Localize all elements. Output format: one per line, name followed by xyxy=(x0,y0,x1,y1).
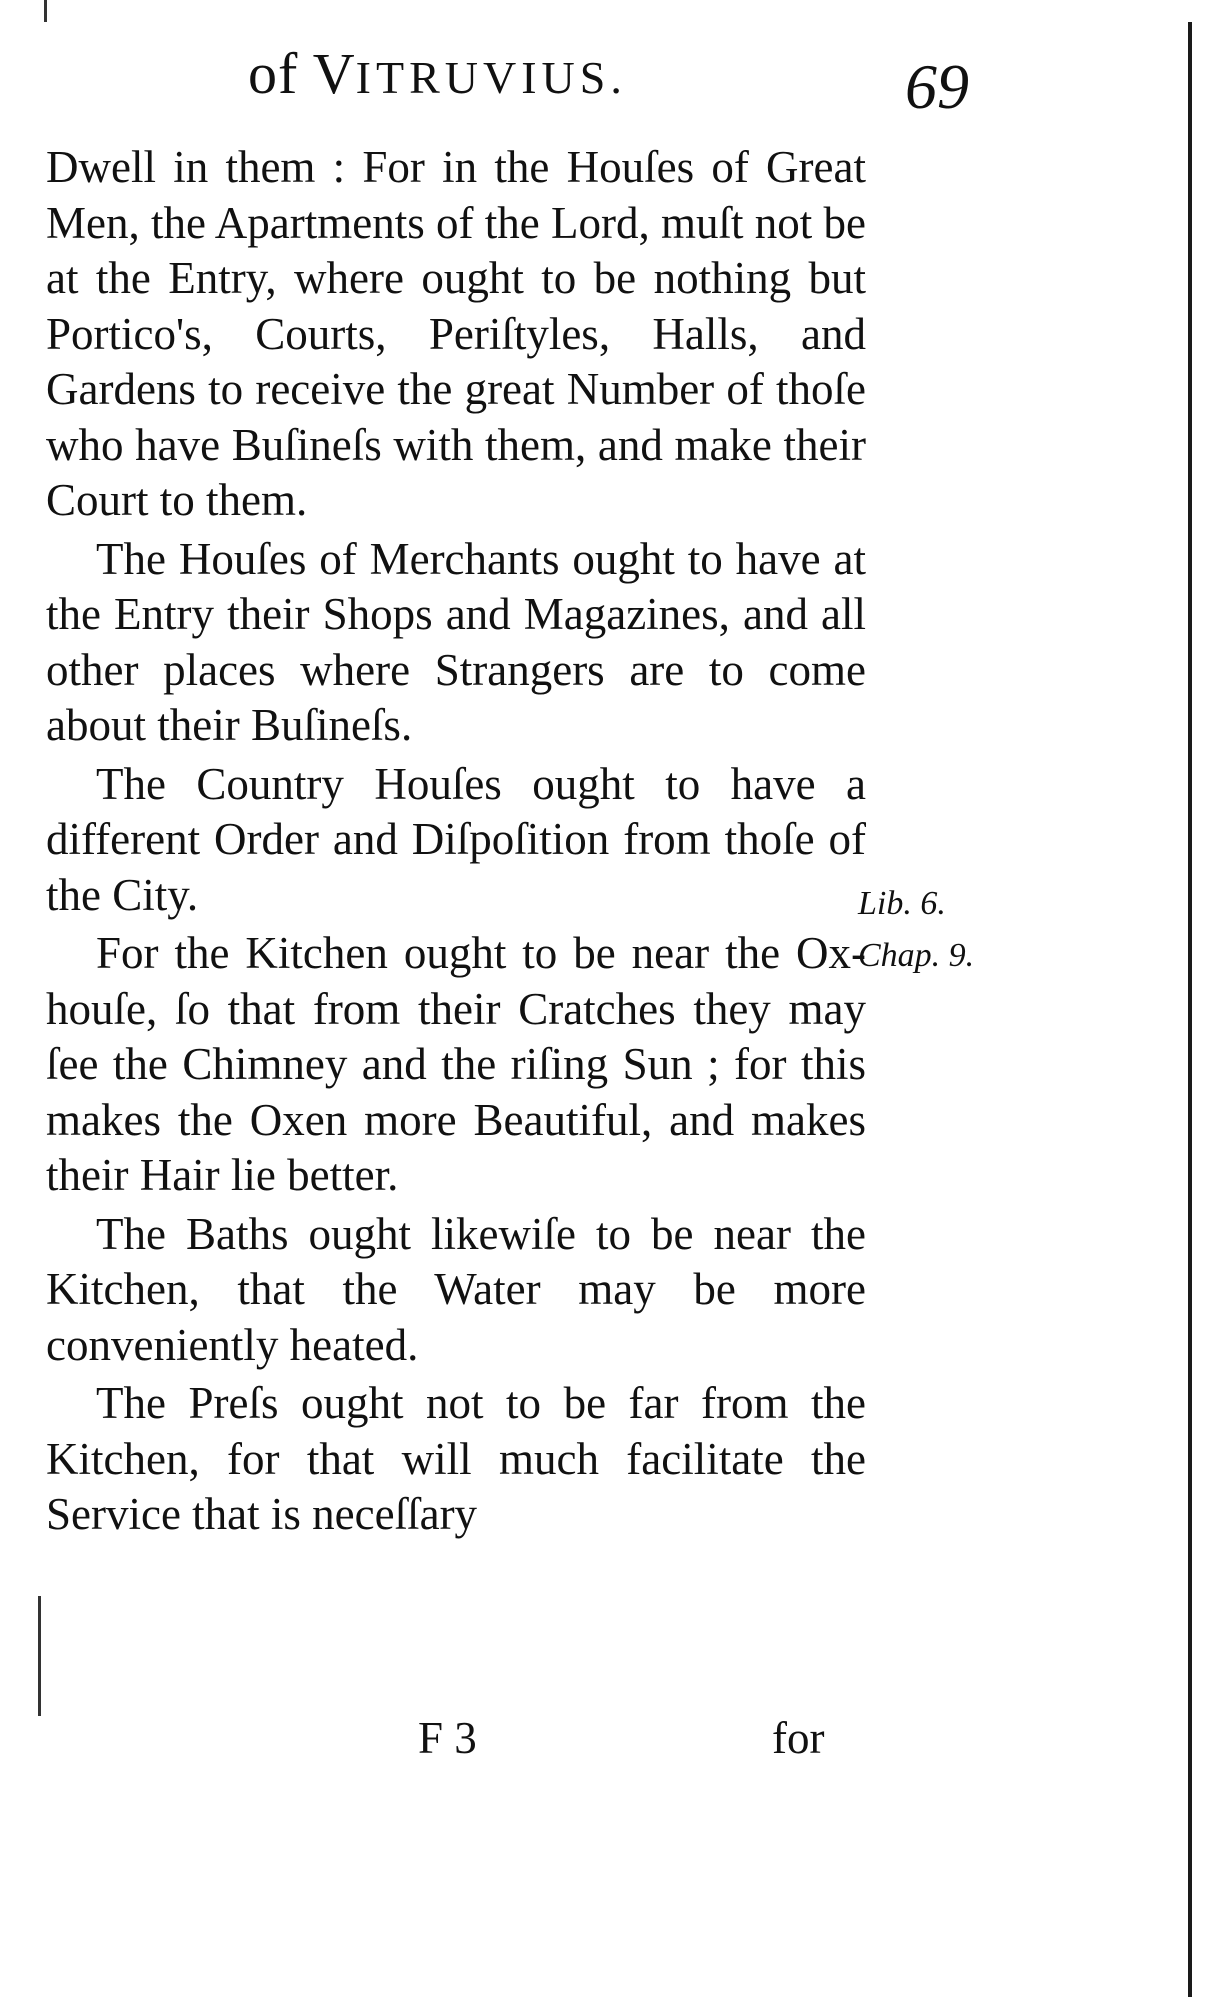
paragraph-5: The Baths ought likewiſe to be near the Kitchen, that the Water may be more conveniently heated. xyxy=(46,1208,866,1370)
page-edge-line xyxy=(1188,22,1192,1997)
running-head xyxy=(248,40,627,107)
running-head-prefix: of V xyxy=(248,41,356,106)
paragraph-1: Dwell in them : For in the Houſes of Great Men, the Apartments of the Lord, muſt not be at the Entry, where ought to be nothing but Portico's, Courts, Periſtyles, Halls, and Gardens to receive the great Number of thoſe who have Buſineſs with them, and make their Court to them. xyxy=(46,142,866,525)
paragraph-3: The Country Houſes ought to have a different Order and Diſpoſition from thoſe of the City. xyxy=(46,758,866,920)
page-number: 69 xyxy=(905,51,969,122)
catchword: for xyxy=(772,1713,825,1763)
paragraph-2: The Houſes of Merchants ought to have at the Entry their Shops and Magazines, and all other places where Strangers are to come about their Buſineſs. xyxy=(46,533,866,750)
marginal-note-chapter: Chap. 9. xyxy=(858,937,975,974)
marginal-note xyxy=(858,878,974,982)
marginal-note-book: Lib. 6. xyxy=(858,885,946,922)
paragraph-6: The Preſs ought not to be far from the Kitchen, for that will much facilitate the Service that is neceſſary xyxy=(46,1378,866,1539)
gutter-mark-top xyxy=(44,0,47,22)
running-head-smallcaps: ITRUVIUS. xyxy=(355,52,627,103)
gutter-mark xyxy=(38,1596,41,1716)
paragraph-4: For the Kitchen ought to be near the Ox-houſe, ſo that from their Cratches they may ſee the Chimney and the riſing Sun ; for this makes the Oxen more Beautiful, and makes their Hair lie better. xyxy=(46,928,866,1200)
signature-mark: F 3 xyxy=(418,1713,477,1763)
body-text xyxy=(46,140,866,1546)
